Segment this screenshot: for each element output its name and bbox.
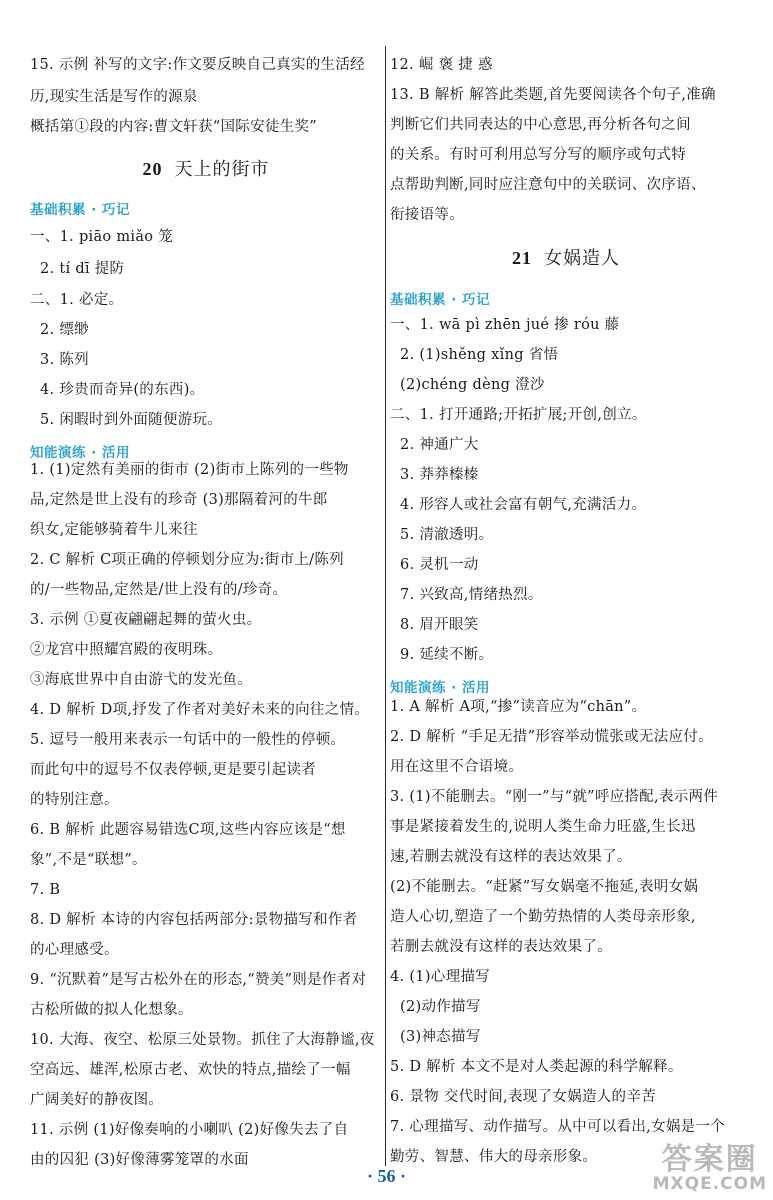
answer-line: 9. “沉默着”是写古松外在的形态,“赞美”则是作者对 bbox=[30, 972, 367, 988]
answer-line: 历,现实生活是写作的源泉 bbox=[30, 89, 198, 105]
column-divider bbox=[385, 46, 386, 1166]
answer-line: 4. D 解析 D项,抒发了作者对美好未来的向往之情。 bbox=[30, 702, 370, 718]
answer-line: 空高远、雄浑,松原古老、欢快的特点,描绘了一幅 bbox=[30, 1062, 351, 1078]
answer-line: 6. B 解析 此题容易错选C项,这些内容应该是“想 bbox=[30, 822, 346, 838]
section-title-20 bbox=[30, 155, 382, 181]
answer-line: 3. 陈列 bbox=[40, 352, 89, 368]
subhead-practice: 知能演练 · 活用 bbox=[30, 445, 131, 461]
answer-line: 5. 清澈透明。 bbox=[400, 527, 494, 543]
subhead-basic: 基础积累 · 巧记 bbox=[30, 202, 131, 218]
answer-line: 勤劳、智慧、伟大的母亲形象。 bbox=[390, 1149, 598, 1165]
answer-line: 8. D 解析 本诗的内容包括两部分:景物描写和作者 bbox=[30, 912, 358, 928]
answer-line: 二、1. 打开通路;开拓扩展;开创,创立。 bbox=[390, 407, 647, 423]
answer-line: 1. A 解析 A项,“掺”读音应为“chān”。 bbox=[390, 699, 647, 715]
watermark-text-en: MXQE.COM bbox=[652, 1174, 767, 1194]
answer-line: 8. 眉开眼笑 bbox=[400, 617, 479, 633]
answer-line: 10. 大海、夜空、松原三处景物。抓住了大海静谧,夜 bbox=[30, 1032, 375, 1048]
answer-line: 2. tí dī 提防 bbox=[40, 261, 125, 277]
answer-line: 9. 延续不断。 bbox=[400, 647, 494, 663]
answer-line: 7. 兴致高,情绪热烈。 bbox=[400, 587, 543, 603]
answer-line: 15. 示例 补写的文字:作文要反映自己真实的生活经 bbox=[30, 57, 365, 73]
section-title-21 bbox=[390, 244, 742, 270]
subhead-basic: 基础积累 · 巧记 bbox=[390, 292, 491, 308]
answer-line: 6. 灵机一动 bbox=[400, 557, 479, 573]
section-number: 20 bbox=[142, 159, 163, 179]
answer-line: 5. D 解析 本文不是对人类起源的科学解释。 bbox=[390, 1059, 683, 1075]
answer-line: ②龙宫中照耀宫殿的夜明珠。 bbox=[30, 642, 223, 658]
answer-line: 衔接语等。 bbox=[390, 207, 464, 223]
answer-line: 事是紧接着发生的,说明人类生命力旺盛,生长迅 bbox=[390, 819, 696, 835]
answer-line: 4. (1)心理描写 bbox=[390, 969, 490, 985]
answer-line: 2. D 解析 “手足无措”形容举动慌张或无法应付。 bbox=[390, 729, 713, 745]
answer-line: 由的囚犯 (3)好像薄雾笼罩的水面 bbox=[30, 1152, 249, 1168]
answer-line: 3. 示例 ①夏夜翩翩起舞的萤火虫。 bbox=[30, 612, 262, 628]
answer-line: 3. (1)不能删去。“刚一”与“就”呼应搭配,表示两件 bbox=[390, 789, 719, 805]
answer-line: 11. 示例 (1)好像奏响的小喇叭 (2)好像失去了自 bbox=[30, 1122, 349, 1138]
answer-line: 判断它们共同表达的中心意思,再分析各句之间 bbox=[390, 117, 691, 133]
answer-line: 2. 缥缈 bbox=[40, 322, 89, 338]
page-number: · 56 · bbox=[366, 1166, 406, 1186]
answer-line: 6. 景物 交代时间,表现了女娲造人的辛苦 bbox=[390, 1089, 656, 1105]
answer-line: 一、1. wā pì zhēn jué 掺 róu 藤 bbox=[390, 317, 620, 333]
answer-line: 广阔美好的静夜图。 bbox=[30, 1092, 164, 1108]
answer-line: 织女,定能够骑着牛儿来往 bbox=[30, 522, 198, 538]
answer-line: 象”,不是“联想”。 bbox=[30, 852, 147, 868]
subhead-practice: 知能演练 · 活用 bbox=[390, 680, 491, 696]
answer-line: 点帮助判断,同时应注意句中的关联词、次序语、 bbox=[390, 177, 706, 193]
answer-line: (3)神态描写 bbox=[400, 1029, 481, 1045]
section-name: 女娲造人 bbox=[544, 248, 620, 269]
answer-line: 速,若删去就没有这样的表达效果了。 bbox=[390, 849, 632, 865]
answer-line: 的特别注意。 bbox=[30, 792, 119, 808]
answer-line: 概括第①段的内容:曹文轩获“国际安徒生奖” bbox=[30, 119, 318, 135]
answer-line: ③海底世界中自由游弋的发光鱼。 bbox=[30, 672, 252, 688]
answer-line: 的关系。有时可利用总写分写的顺序或句式特 bbox=[390, 147, 686, 163]
answer-line: 若删去就没有这样的表达效果了。 bbox=[390, 939, 612, 955]
answer-line: 5. 闲暇时到外面随便游玩。 bbox=[40, 412, 223, 428]
answer-line: (2)chéng dèng 澄沙 bbox=[400, 377, 545, 393]
answer-line: 用在这里不合语境。 bbox=[390, 759, 524, 775]
answer-line: (2)动作描写 bbox=[400, 999, 481, 1015]
answer-line: 4. 珍贵而奇异(的东西)。 bbox=[40, 382, 205, 398]
answer-line: 4. 形容人或社会富有朝气,充满活力。 bbox=[400, 497, 647, 513]
watermark-logo bbox=[653, 1134, 767, 1194]
answer-line: 的心理感受。 bbox=[30, 942, 119, 958]
answer-line: 12. 崛 褒 捷 惑 bbox=[390, 57, 493, 73]
answer-line: 造人心切,塑造了一个勤劳热情的人类母亲形象, bbox=[390, 909, 696, 925]
answer-line: 2. 神通广大 bbox=[400, 437, 479, 453]
answer-line: 而此句中的逗号不仅表停顿,更是要引起读者 bbox=[30, 762, 317, 778]
answer-line: 一、1. piāo miǎo 笼 bbox=[30, 229, 174, 245]
answer-line: 7. B bbox=[30, 882, 61, 898]
answer-line: 1. (1)定然有美丽的街市 (2)街市上陈列的一些物 bbox=[30, 462, 349, 478]
answer-line: 古松所做的拟人化想象。 bbox=[30, 1002, 193, 1018]
watermark-text-cn: 答案圈 bbox=[661, 1142, 758, 1177]
answer-line: 2. C 解析 C项正确的停顿划分应为:街市上/陈列 bbox=[30, 552, 344, 568]
answer-line: 13. B 解析 解答此类题,首先要阅读各个句子,准确 bbox=[390, 87, 716, 103]
answer-line: 3. 莽莽榛榛 bbox=[400, 467, 479, 483]
answer-line: 的/一些物品,定然是/世上没有的/珍奇。 bbox=[30, 582, 288, 598]
answer-line: (2)不能删去。“赶紧”写女娲毫不拖延,表明女娲 bbox=[390, 879, 699, 895]
answer-line: 二、1. 必定。 bbox=[30, 292, 124, 308]
answer-line: 5. 逗号一般用来表示一句话中的一般性的停顿。 bbox=[30, 732, 346, 748]
answer-line: 品,定然是世上没有的珍奇 (3)那隔着河的牛郎 bbox=[30, 492, 328, 508]
section-number: 21 bbox=[512, 248, 532, 268]
answer-line: 7. 心理描写、动作描写。从中可以看出,女娲是一个 bbox=[390, 1119, 726, 1135]
answer-line: 2. (1)shěng xǐng 省悟 bbox=[400, 347, 559, 363]
section-name: 天上的街市 bbox=[174, 159, 270, 180]
